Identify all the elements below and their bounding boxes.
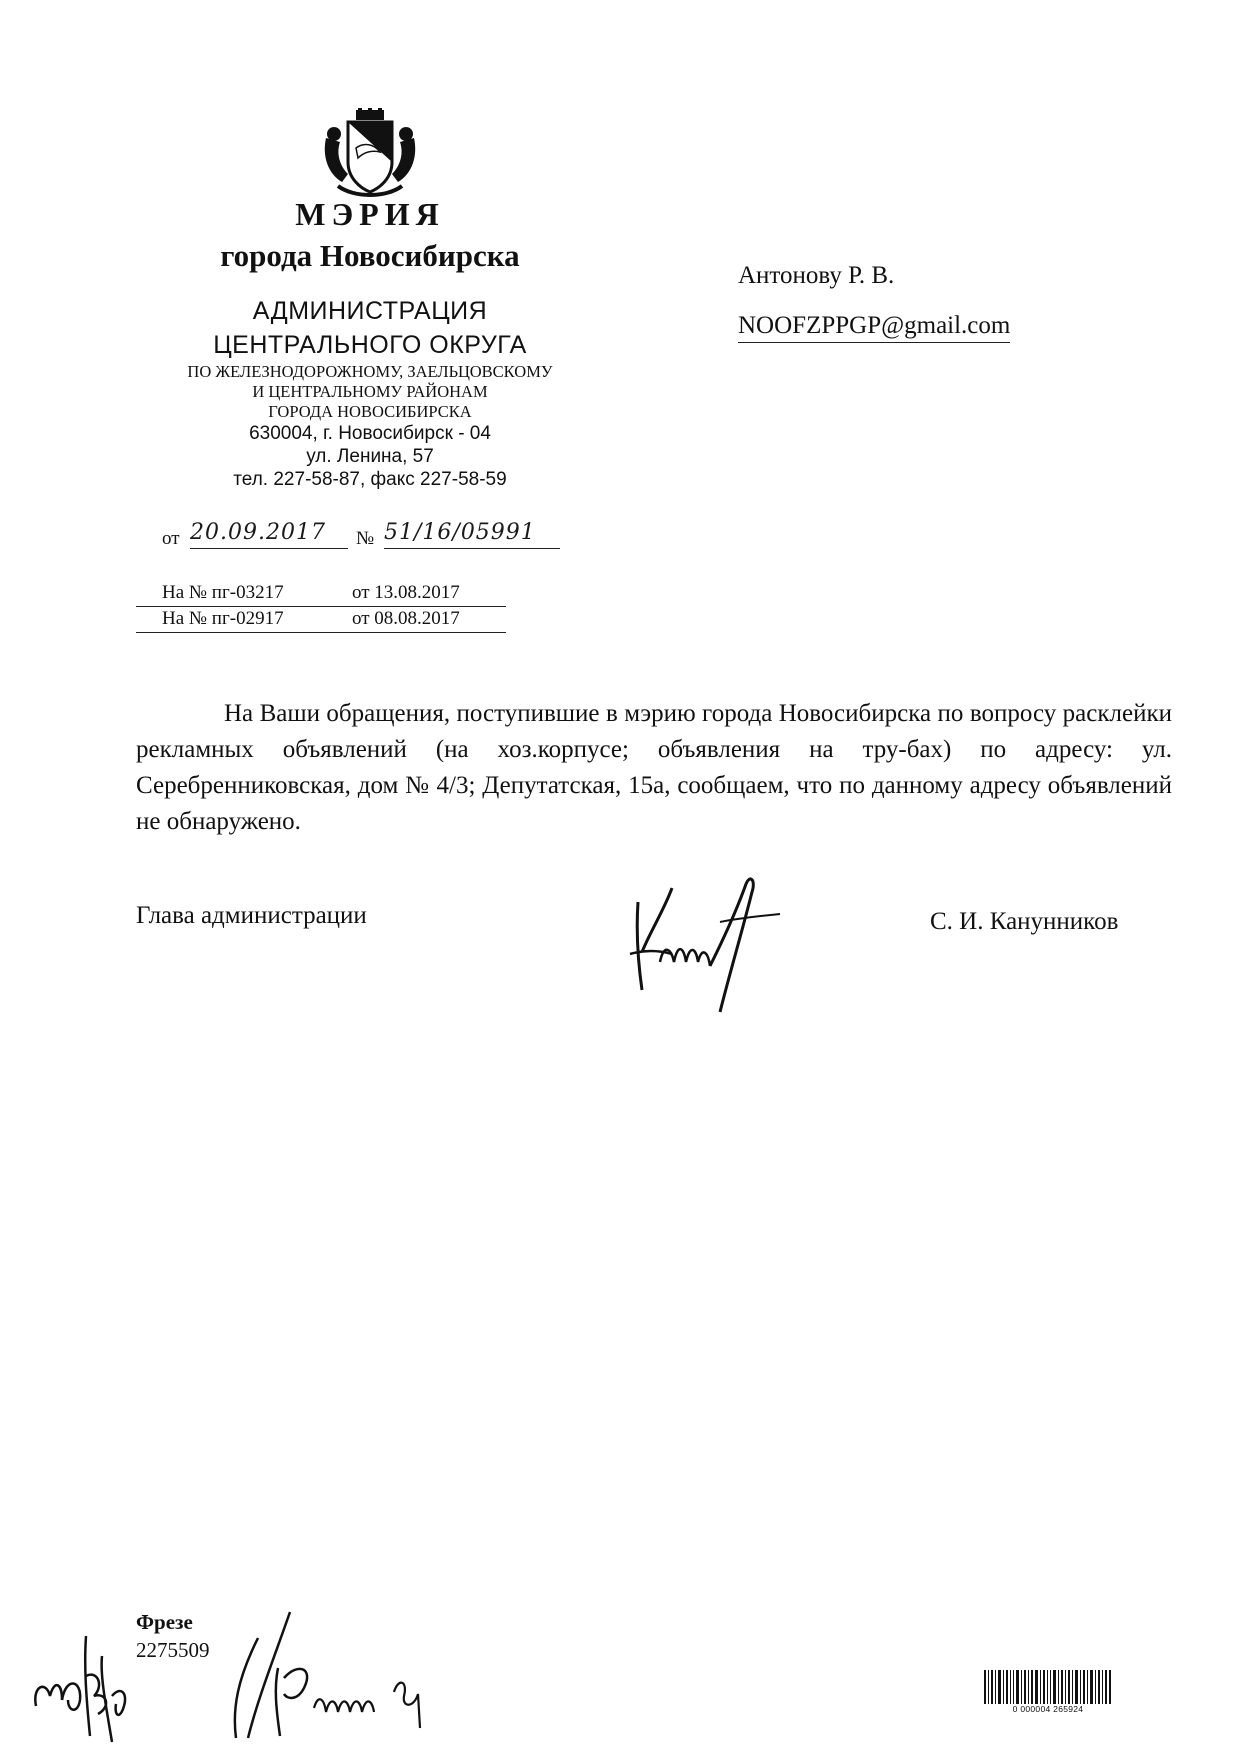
reference-number: На № пг-03217 [162, 582, 284, 603]
coat-of-arms-icon [318, 108, 422, 198]
signature-icon [620, 862, 790, 1022]
approval-signature-icon [218, 1608, 448, 1748]
registration-number: 51/16/05991 [384, 520, 560, 549]
letter-body: На Ваши обращения, поступившие в мэрию города Новосибирска по вопросу расклейки рекламных объявлений (на хоз.корпусе; объявления на тру-бах) по адресу: ул. Серебренниковская, дом № 4/3; Депутатская, 15а, сообщаем, что по данному адресу объявлений не обнаружено. [136, 700, 1172, 835]
districts-line-3: ГОРОДА НОВОСИБИРСКА [268, 402, 472, 421]
executor-name: Фрезе [136, 1610, 193, 1634]
registration-date: 20.09.2017 [190, 520, 348, 549]
reference-date: от 08.08.2017 [352, 608, 460, 629]
initials-signature-icon [28, 1596, 138, 1746]
recipient-name: Антонову Р. В. [738, 262, 895, 289]
contacts: тел. 227-58-87, факс 227-58-59 [233, 469, 507, 490]
number-label: № [356, 528, 375, 549]
admin-title: АДМИНИСТРАЦИЯ [252, 297, 488, 325]
reference-date: от 13.08.2017 [352, 582, 460, 603]
admin-block [120, 294, 620, 491]
reference-row [136, 580, 506, 607]
org-city: города Новосибирска [220, 238, 520, 273]
address-line-2: ул. Ленина, 57 [306, 446, 434, 467]
recipient-email: NOOFZPPGP@gmail.com [738, 312, 1010, 343]
districts-line-1: ПО ЖЕЛЕЗНОДОРОЖНОМУ, ЗАЕЛЬЦОВСКОМУ [187, 362, 553, 381]
executor-phone: 2275509 [136, 1638, 210, 1662]
date-label: от [162, 528, 180, 549]
barcode-icon [984, 1670, 1112, 1704]
districts-line-2: И ЦЕНТРАЛЬНОМУ РАЙОНАМ [252, 382, 488, 401]
signatory-name: С. И. Канунников [930, 908, 1119, 935]
barcode-number: 0 000004 265924 [1012, 1704, 1084, 1714]
reference-number: На № пг-02917 [162, 608, 284, 629]
registration-line [162, 520, 562, 556]
admin-subtitle: ЦЕНТРАЛЬНОГО ОКРУГА [213, 331, 527, 359]
address-line-1: 630004, г. Новосибирск - 04 [249, 423, 491, 444]
signatory-position: Глава администрации [136, 902, 367, 929]
reference-row [136, 606, 506, 633]
org-title: МЭРИЯ [295, 196, 445, 232]
